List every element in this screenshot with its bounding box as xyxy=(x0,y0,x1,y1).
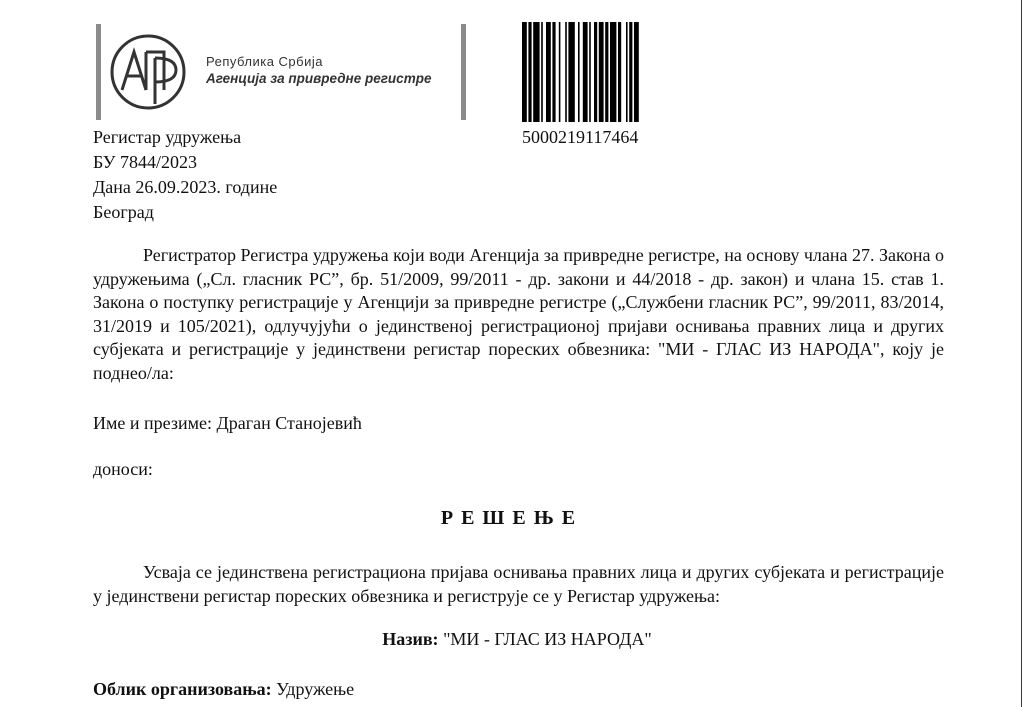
apr-logo xyxy=(96,24,466,120)
intro-paragraph: Регистратор Регистра удружења који води Агенција за привредне регистре, на основу члана 27. Закона о удружењима („Сл. гласник РС”, бр. 51/2009, 99/2011 - др. закони и 44/2018 - др. закон) и члана 15. став 1. Закона о поступку регистрације у Агенцији за привредне регистре („Службени гласник РС”, 99/2011, 83/2014, 31/2019 и 105/2021), одлучујући о јединственој регистрационој пријави оснивања правних лица и других субјеката и регистрације у јединствени регистар пореских обвезника: "МИ - ГЛАС ИЗ НАРОДА", коју је поднео/ла: xyxy=(93,245,944,383)
decision-date: Дана 26.09.2023. године xyxy=(93,177,278,197)
apr-emblem-icon xyxy=(108,32,188,112)
page-edge xyxy=(1021,0,1022,707)
logo-country: Република Србија xyxy=(206,54,323,69)
logo-text xyxy=(206,54,431,86)
logo-agency: Агенција за привредне регистре xyxy=(206,71,432,86)
form-label: Облик организовања: xyxy=(93,679,272,699)
logo-right-bar xyxy=(461,24,466,120)
register-name: Регистар удружења xyxy=(93,127,242,147)
decides-text: доноси: xyxy=(93,459,153,479)
registry-meta xyxy=(93,125,277,225)
barcode xyxy=(522,22,654,122)
form-value: Удружење xyxy=(276,679,355,699)
name-label: Назив: xyxy=(382,629,439,649)
association-name-field xyxy=(0,629,1024,650)
logo-left-bar xyxy=(96,24,101,120)
applicant-line: Име и презиме: Драган Станојевић xyxy=(93,413,362,433)
decision-paragraph: Усваја се јединствена регистрациона пријава оснивања правних лица и других субјеката и регистрације у јединствени регистар пореских обвезника и региструје се у Регистар удружења: xyxy=(93,562,944,606)
case-number: БУ 7844/2023 xyxy=(93,152,197,172)
organization-form-field xyxy=(93,679,354,700)
barcode-number: 5000219117464 xyxy=(522,127,639,147)
name-value: "МИ - ГЛАС ИЗ НАРОДА" xyxy=(443,629,652,649)
city: Београд xyxy=(93,202,154,222)
decision-title: РЕШЕЊЕ xyxy=(440,507,584,529)
